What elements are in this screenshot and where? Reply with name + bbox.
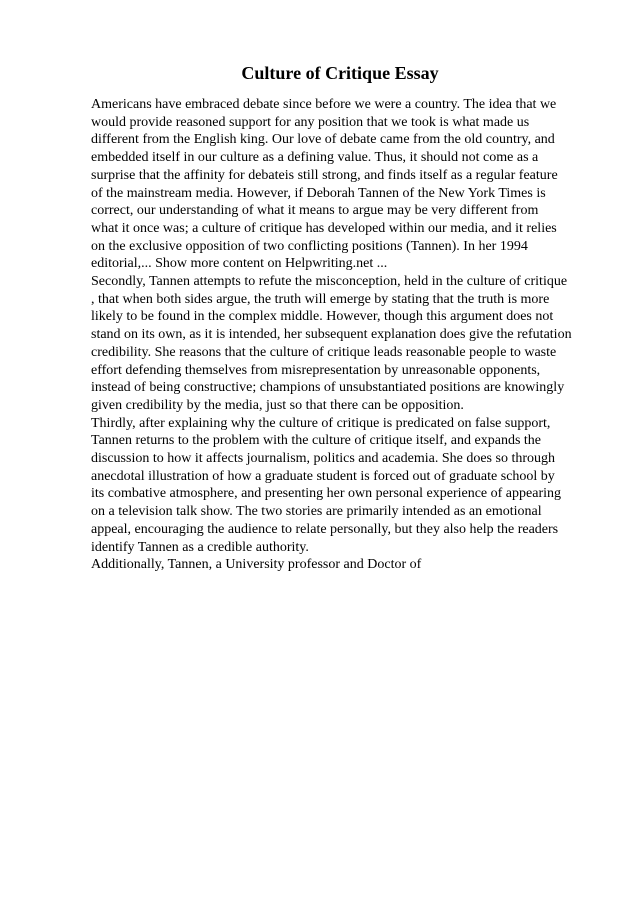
text-line: effort defending themselves from misrepresentation by unreasonable opponents, xyxy=(91,362,541,378)
text-line: Americans have embraced debate since before we were a country. The idea that we xyxy=(91,97,557,112)
text-line: credibility. She reasons that the culture of critique leads reasonable people to waste xyxy=(91,344,557,360)
text-line: surprise that the affinity for debateis still strong, and finds itself as a regular feature xyxy=(91,167,558,183)
text-line: different from the English king. Our love of debate came from the old country, and xyxy=(91,132,555,148)
text-line: on a television talk show. The two stories are primarily intended as an emotional xyxy=(91,504,542,520)
text-line: stand on its own, as it is intended, her subsequent explanation does give the refutation xyxy=(91,327,572,343)
text-line: its combative atmosphere, and presenting her own personal experience of appearing xyxy=(91,486,561,502)
text-line: anecdotal illustration of how a graduate student is forced out of graduate school by xyxy=(91,468,555,484)
text-line: Thirdly, after explaining why the culture of critique is predicated on false support, xyxy=(91,415,551,431)
text-line: Secondly, Tannen attempts to refute the misconception, held in the culture of critique xyxy=(91,274,568,290)
text-line: likely to be found in the complex middle. However, though this argument does not xyxy=(91,309,554,325)
text-line: Tannen returns to the problem with the culture of critique itself, and expands the xyxy=(91,433,541,449)
essay-body xyxy=(91,96,591,574)
text-line: given credibility by the media, just so that there can be opposition. xyxy=(91,397,464,413)
text-line: , that when both sides argue, the truth will emerge by stating that the truth is more xyxy=(91,291,550,307)
text-line: Additionally, Tannen, a University professor and Doctor of xyxy=(91,557,422,573)
text-line: identify Tannen as a credible authority. xyxy=(91,539,309,555)
document-title: Culture of Critique Essay xyxy=(241,63,439,83)
text-line: discussion to how it affects journalism, politics and academia. She does so through xyxy=(91,451,555,467)
text-line: on the exclusive opposition of two conflicting positions (Tannen). In her 1994 xyxy=(91,238,528,254)
text-line: appeal, encouraging the audience to relate personally, but they also help the readers xyxy=(91,521,559,537)
text-line: editorial,... Show more content on Helpwriting.net ... xyxy=(91,256,388,272)
text-line: would provide reasoned support for any position that we took is what made us xyxy=(91,114,530,130)
text-line: of the mainstream media. However, if Deborah Tannen of the New York Times is xyxy=(91,185,546,201)
text-line: what it once was; a culture of critique has developed within our media, and it relies xyxy=(91,220,557,236)
text-line: embedded itself in our culture as a defining value. Thus, it should not come as a xyxy=(91,150,539,166)
text-line: correct, our understanding of what it means to argue may be very different from xyxy=(91,203,539,219)
text-line: instead of being constructive; champions of unsubstantiated positions are knowingly xyxy=(91,380,565,396)
